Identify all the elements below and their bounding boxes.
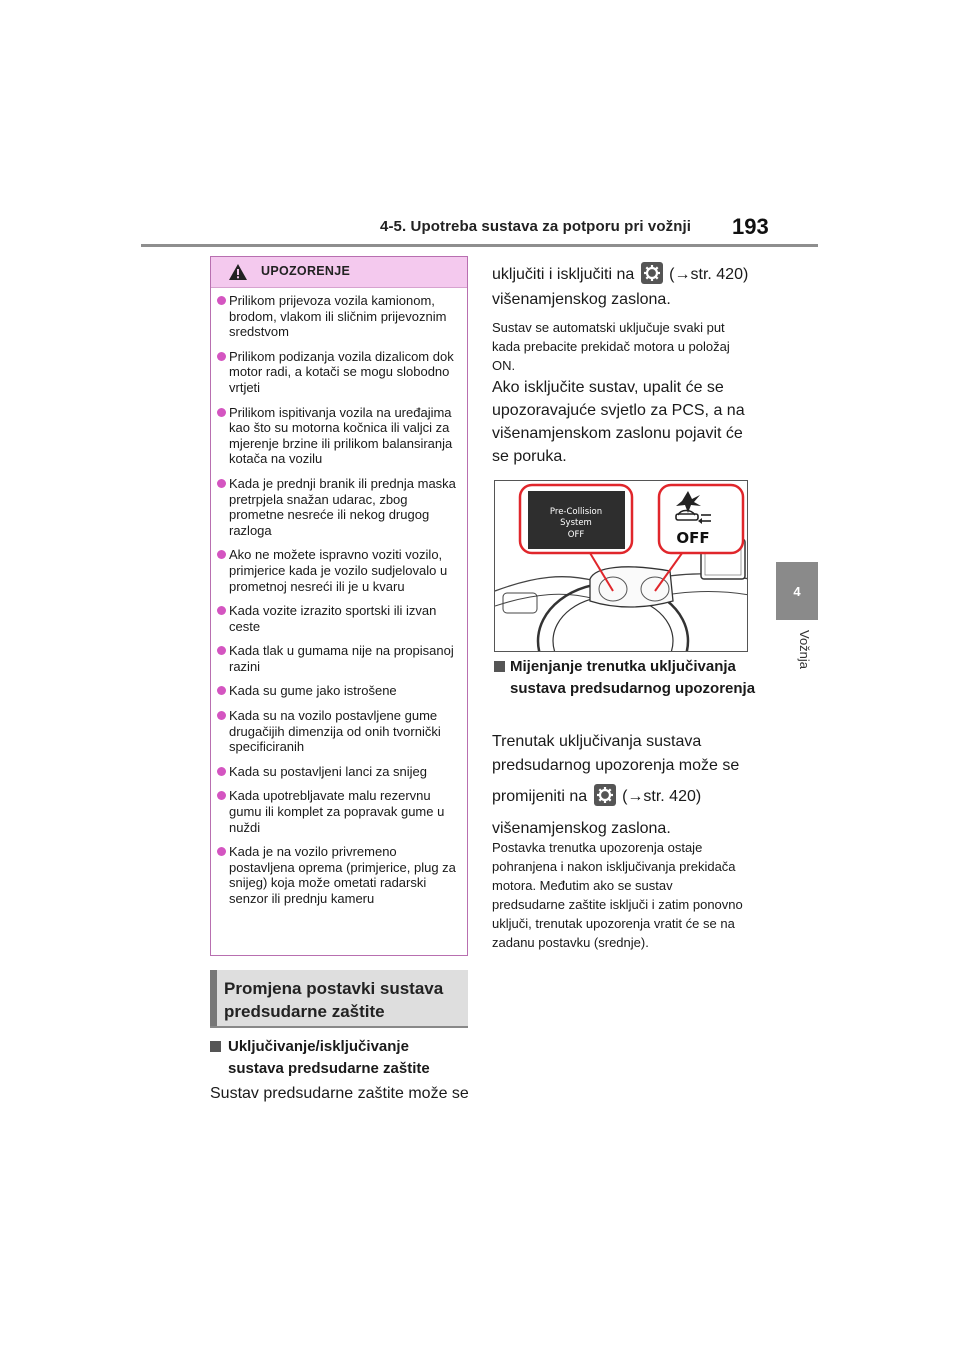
chapter-label: Vožnja xyxy=(797,630,812,670)
warning-item: Kada vozite izrazito sportski ili izvan ceste xyxy=(217,603,465,634)
bullet-icon xyxy=(217,847,226,856)
warning-title: UPOZORENJE xyxy=(261,264,351,278)
bullet-icon xyxy=(217,550,226,559)
bullet-icon xyxy=(217,646,226,655)
page-number: 193 xyxy=(732,214,769,239)
page-reference-link[interactable]: (→str. 420) xyxy=(622,788,702,805)
settings-gear-icon xyxy=(594,784,616,806)
subheading-toggle: Uključivanje/isključivanje sustava predsudarne zaštite xyxy=(210,1036,468,1080)
warning-header xyxy=(211,257,467,288)
chapter-tab[interactable] xyxy=(776,562,818,620)
note-auto-on: Sustav se automatski uključuje svaki put kada prebacite prekidač motora u položaj ON. xyxy=(492,320,730,373)
bullet-icon xyxy=(217,711,226,720)
section-accent-bar xyxy=(210,970,217,1026)
page-reference-link[interactable]: (→str. 420) xyxy=(669,266,749,283)
chapter-section-title: 4-5. Upotreba sustava za potporu pri vožnji xyxy=(380,218,692,235)
bullet-icon xyxy=(217,791,226,800)
note-timing-stored: Postavka trenutka upozorenja ostaje pohranjena i nakon isključivanja prekidača motora. Međutim ako se sustav predsudarne zaštite isključi i zatim ponovno uključi, trenutak upozorenja vratit će se na zadanu postavku (srednje). xyxy=(492,840,743,950)
bullet-icon xyxy=(217,606,226,615)
section-title: Promjena postavki sustava predsudarne zaštite xyxy=(224,979,444,1021)
subheading-timing: Mijenjanje trenutka uključivanja sustava predsudarnog upozorenja xyxy=(494,656,756,700)
chapter-number: 4 xyxy=(793,583,801,599)
paragraph-toggle-start: Sustav predsudarne zaštite može se xyxy=(210,1085,469,1102)
cockpit-drawing xyxy=(495,481,748,652)
header-rule xyxy=(141,244,818,247)
warning-item: Kada tlak u gumama nije na propisanoj razini xyxy=(217,643,465,674)
warning-box xyxy=(210,256,468,956)
bullet-icon xyxy=(217,686,226,695)
bullet-icon xyxy=(217,352,226,361)
warning-item: Prilikom podizanja vozila dizalicom dok motor radi, a kotači se mogu slobodno vrtjeti xyxy=(217,349,465,396)
illus-label-3: OFF xyxy=(567,530,585,540)
warning-item: Kada su gume jako istrošene xyxy=(217,683,465,699)
bullet-icon xyxy=(217,479,226,488)
warning-item: Kada su na vozilo postavljene gume drugačijih dimenzija od onih tvornički specificiranih xyxy=(217,708,465,755)
paragraph-turn-off: Ako isključite sustav, upalit će se upozoravajuće svjetlo za PCS, a na višenamjenskom zaslonu pojavit će se poruka. xyxy=(492,379,745,465)
warning-item: Prilikom prijevoza vozila kamionom, brodom, vlakom ili sličnim prijevoznim sredstvom xyxy=(217,293,465,340)
section-header xyxy=(210,970,468,1028)
illus-label-2: System xyxy=(560,518,592,528)
bullet-icon xyxy=(217,767,226,776)
square-bullet-icon xyxy=(494,661,505,672)
bullet-icon xyxy=(217,296,226,305)
warning-item: Kada upotrebljavate malu rezervnu gumu ili komplet za popravak gume u nuždi xyxy=(217,788,465,835)
paragraph-toggle-cont: uključiti i isključiti na (→str. 420) višenamjenskog zaslona. xyxy=(492,262,760,311)
warning-item: Kada je prednji branik ili prednja maska pretrpjela snažan udarac, zbog prometne nesreće ili nekog drugog razloga xyxy=(217,476,465,538)
warning-item: Kada je na vozilo privremeno postavljena oprema (primjerice, plug za snijeg) koja može ometati radarski senzor ili prednju kameru xyxy=(217,844,465,906)
warning-item: Kada su postavljeni lanci za snijeg xyxy=(217,764,465,780)
paragraph-timing: Trenutak uključivanja sustava predsudarnog upozorenja može se promijeniti na (→str. 420) višenamjenskog zaslona. xyxy=(492,733,740,837)
dashboard-illustration xyxy=(494,480,748,652)
illus-label-1: Pre-Collision xyxy=(549,507,603,517)
illus-off-label: OFF xyxy=(676,529,710,547)
warning-item: Prilikom ispitivanja vozila na uređajima kao što su motorna kočnica ili valjci za mjerenje brzine ili prilikom balansiranja kotača na vozilu xyxy=(217,405,465,467)
warning-triangle-icon xyxy=(228,263,248,281)
warning-list xyxy=(217,293,465,916)
settings-gear-icon xyxy=(641,262,663,284)
square-bullet-icon xyxy=(210,1041,221,1052)
warning-item: Ako ne možete ispravno voziti vozilo, primjerice kada je vozilo sudjelovalo u prometnoj nesreći ili je u kvaru xyxy=(217,547,465,594)
bullet-icon xyxy=(217,408,226,417)
